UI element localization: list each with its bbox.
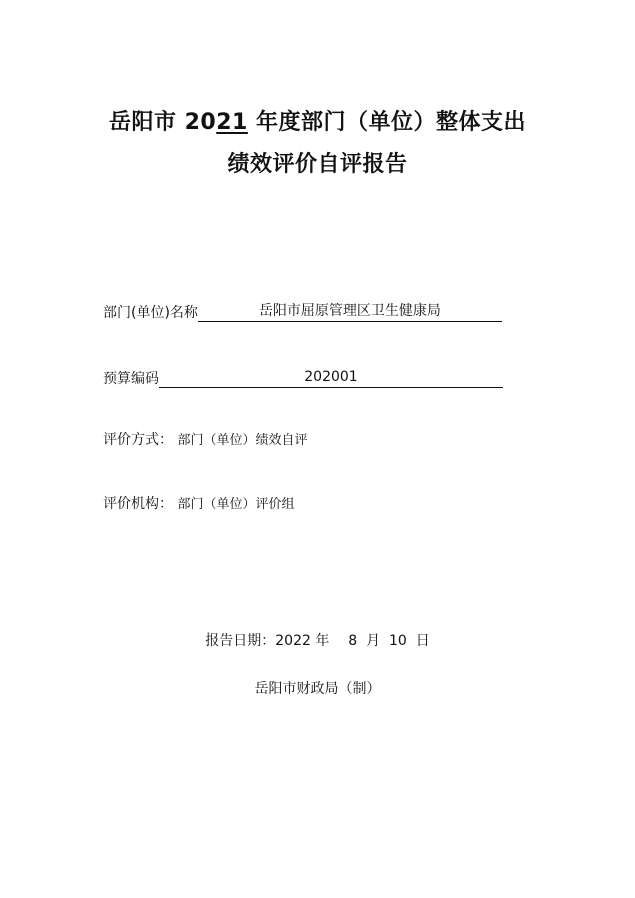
title-prefix: 岳阳市 20	[108, 110, 217, 135]
evaluation-org-label: 评价机构：	[103, 496, 173, 512]
report-month-unit: 月	[366, 633, 381, 649]
title-suffix: 年度部门（单位）整体支出	[247, 110, 527, 135]
evaluation-method-row	[103, 429, 307, 449]
report-day: 10	[389, 633, 407, 649]
department-name-label: 部门(单位)名称	[103, 305, 198, 321]
evaluation-method-label: 评价方式：	[103, 432, 173, 448]
budget-code-row	[103, 368, 503, 388]
department-name-value: 岳阳市屈原管理区卫生健康局	[198, 302, 502, 322]
report-month: 8	[348, 633, 358, 649]
issuer: 岳阳市财政局（制）	[254, 681, 381, 697]
evaluation-org-row	[103, 493, 294, 513]
report-title-line-1	[0, 105, 635, 136]
report-day-unit: 日	[415, 633, 430, 649]
budget-code-value: 202001	[159, 368, 503, 388]
report-year-unit: 年	[315, 633, 330, 649]
report-date	[0, 630, 635, 650]
budget-code-label: 预算编码	[103, 371, 159, 387]
evaluation-method-value: 部门（单位）绩效自评	[177, 433, 308, 448]
evaluation-org-value: 部门（单位）评价组	[177, 497, 295, 512]
department-name-row	[103, 302, 502, 322]
report-year: 2022	[275, 633, 311, 649]
report-date-label: 报告日期：	[205, 633, 276, 649]
report-title-line-2: 绩效评价自评报告	[227, 152, 408, 177]
title-year: 21	[216, 110, 248, 135]
